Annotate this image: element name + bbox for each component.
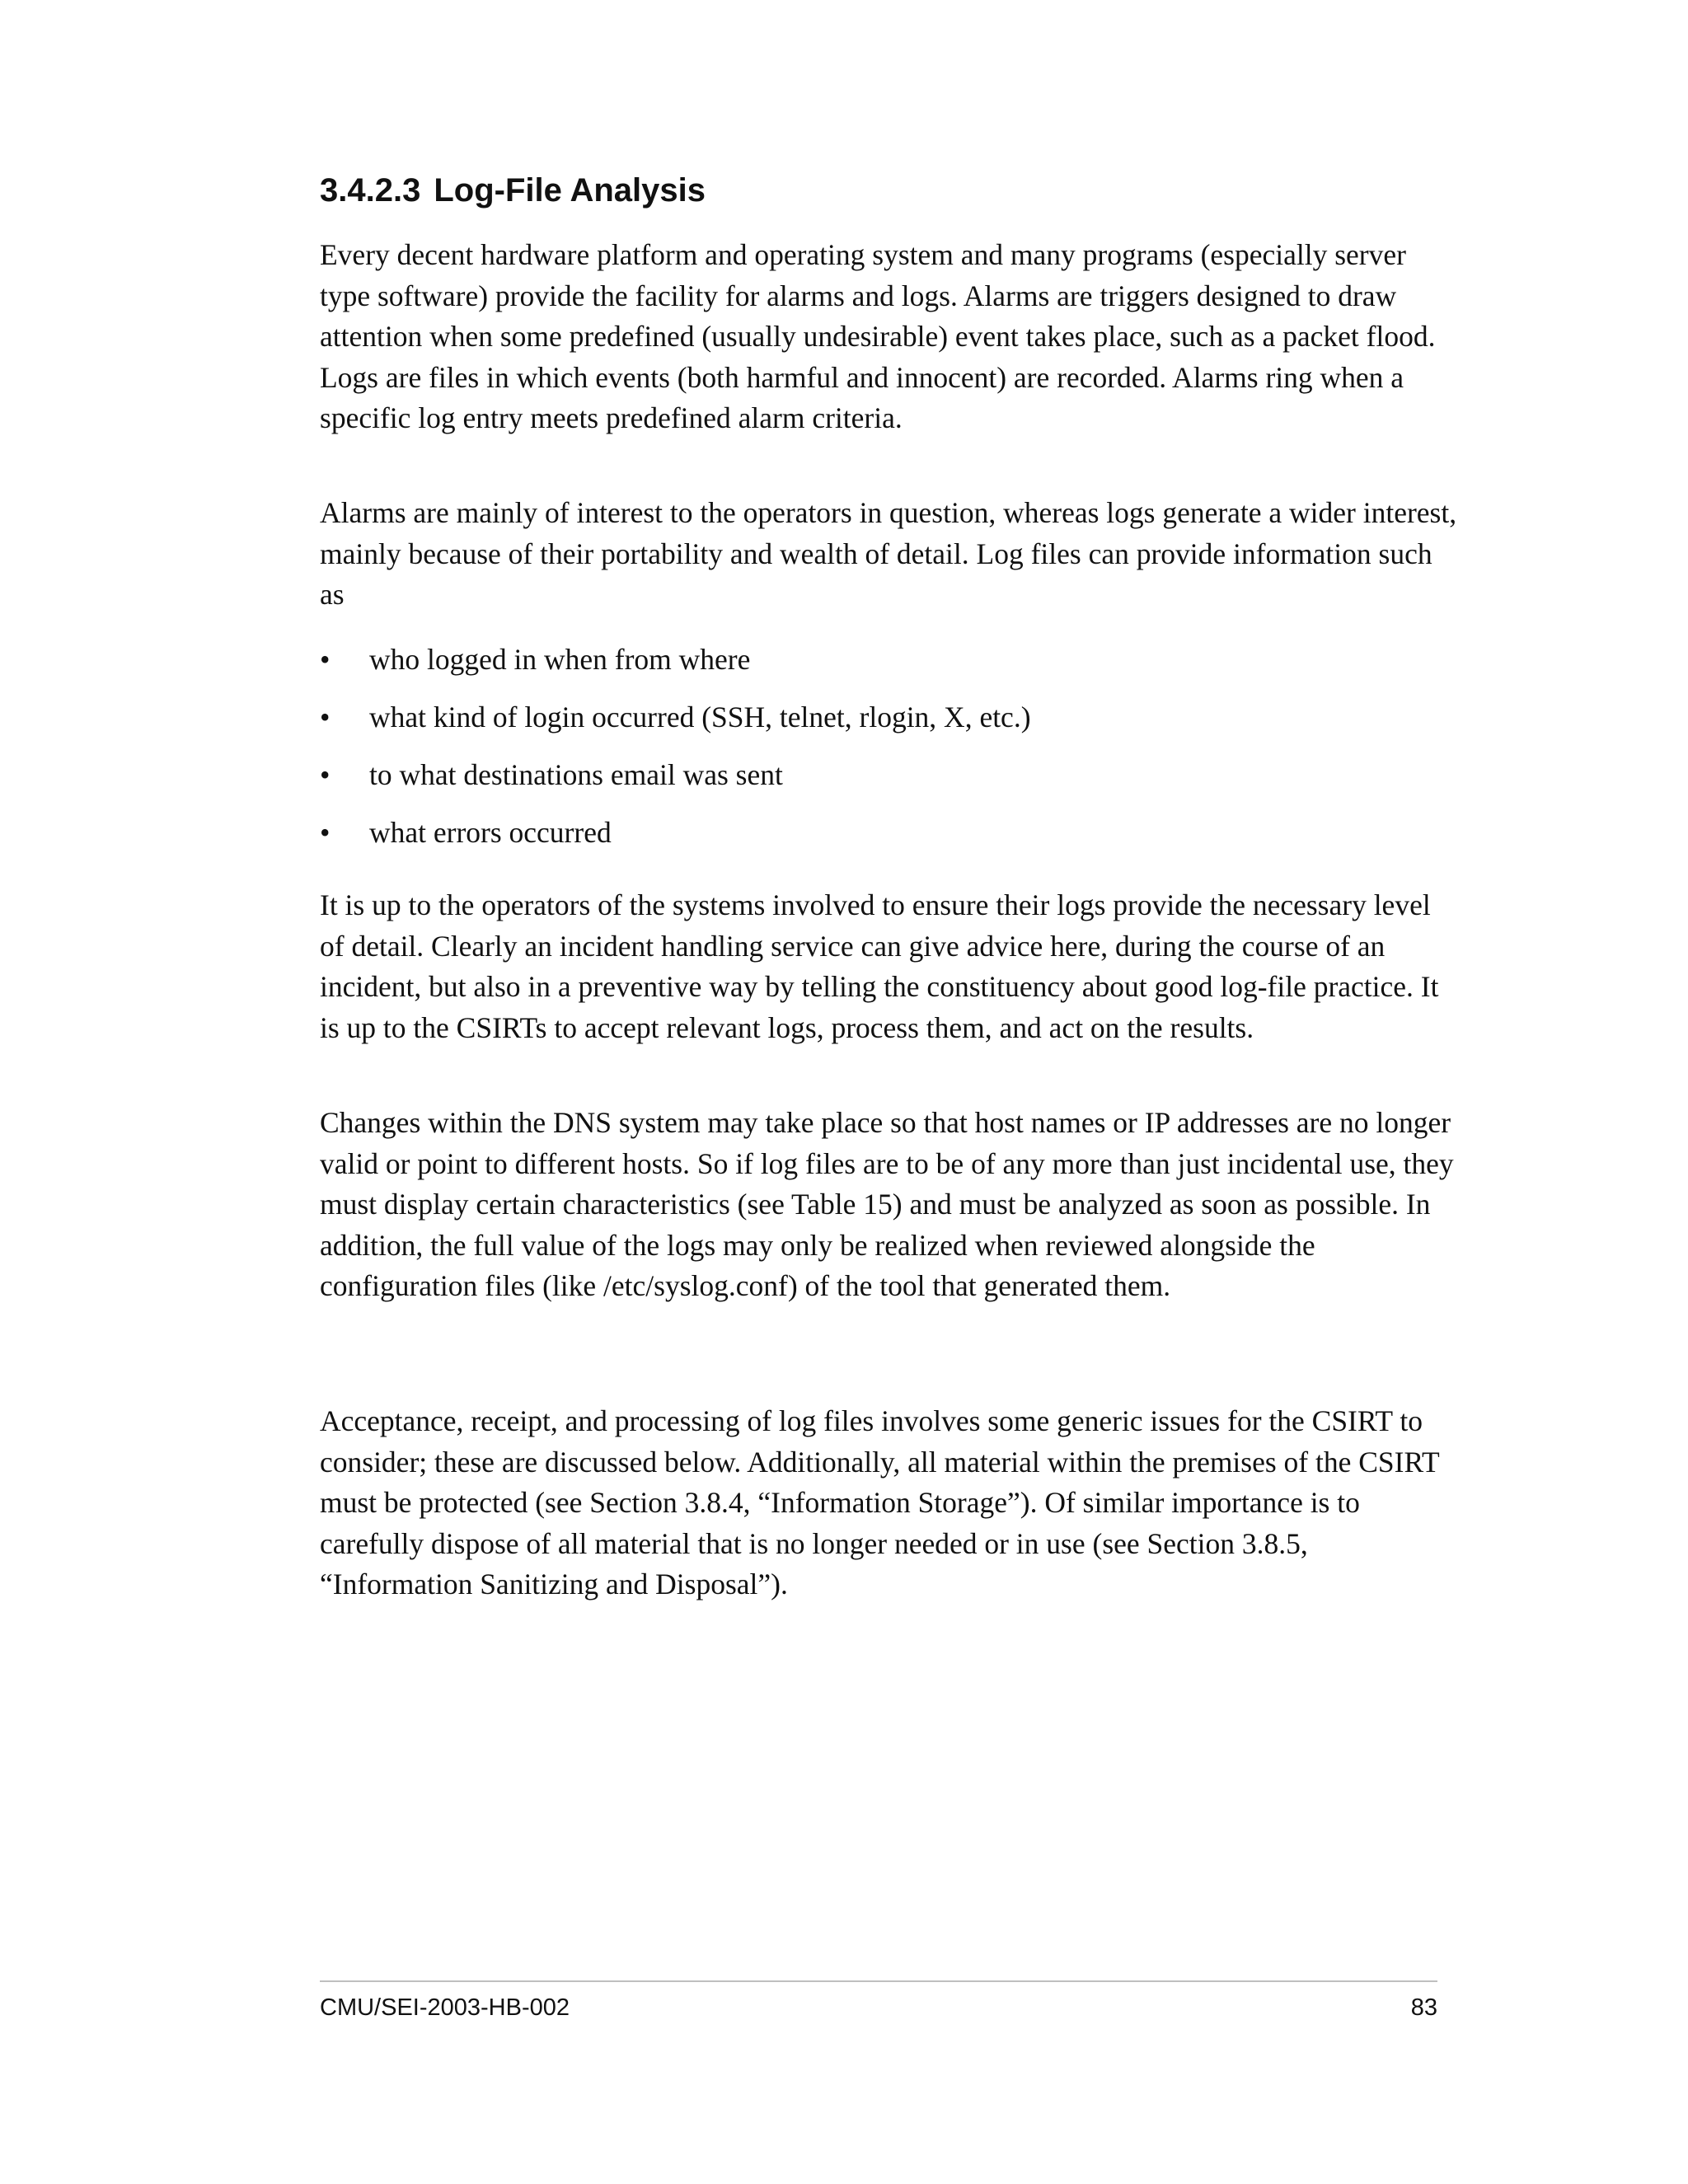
section-title: Log-File Analysis [434, 172, 706, 209]
paragraph-operators-responsibility: It is up to the operators of the systems involved to ensure their logs provide the necessary level of detail. Clearly an incident handling service can give advice here, during the course of an incident, but also in a preventive way by telling the constituency about good log-file practice. It is up to the CSIRTs to accept relevant logs, process them, and act on the results. [320, 888, 1439, 1044]
paragraph-log-interest: Alarms are mainly of interest to the operators in question, whereas logs generate a wider interest, mainly because of their portability and wealth of detail. Log files can provide information such as [320, 496, 1457, 611]
paragraph-acceptance-processing: Acceptance, receipt, and processing of log files involves some generic issues for the CSIRT to consider; these are discussed below. Additionally, all material within the premises of the CSIRT must be protected (see Section 3.8.4, “Information Storage”). Of similar importance is to carefully dispose of all material that is no longer needed or in use (see Section 3.8.5, “Information Sanitizing and Disposal”). [320, 1404, 1440, 1601]
paragraph-alarms-and-logs: Every decent hardware platform and operating system and many programs (especially server type software) provide the facility for alarms and logs. Alarms are triggers designed to draw attention when some predefined (usually undesirable) event takes place, such as a packet flood. Logs are files in which events (both harmful and innocent) are recorded. Alarms ring when a specific log entry meets predefined alarm criteria. [320, 238, 1436, 434]
bullet-icon: • [320, 643, 331, 676]
list-item [320, 640, 1457, 681]
list-item [320, 697, 1457, 738]
footer-document-id: CMU/SEI-2003-HB-002 [320, 1994, 570, 2021]
list-item-text: what kind of login occurred (SSH, telnet, rlogin, X, etc.) [369, 701, 1031, 733]
section-heading [320, 170, 1457, 211]
list-item [320, 813, 1457, 854]
list-item-text: what errors occurred [369, 816, 612, 849]
footer-divider [320, 1980, 1437, 1982]
list-item-text: to what destinations email was sent [369, 758, 783, 791]
paragraph-dns-changes: Changes within the DNS system may take place so that host names or IP addresses are no longer valid or point to different hosts. So if log files are to be of any more than just incidental use, they must display certain characteristics (see Table 15) and must be analyzed as soon as possible. In addition, the full value of the logs may only be realized when reviewed alongside the configuration files (like /etc/syslog.conf) of the tool that generated them. [320, 1106, 1454, 1302]
section-number: 3.4.2.3 [320, 172, 421, 209]
list-item-text: who logged in when from where [369, 643, 751, 676]
bullet-icon: • [320, 701, 331, 733]
footer-page-number: 83 [1410, 1994, 1437, 2021]
log-info-list [320, 640, 1457, 870]
bullet-icon: • [320, 758, 331, 791]
list-item [320, 755, 1457, 796]
bullet-icon: • [320, 816, 331, 849]
